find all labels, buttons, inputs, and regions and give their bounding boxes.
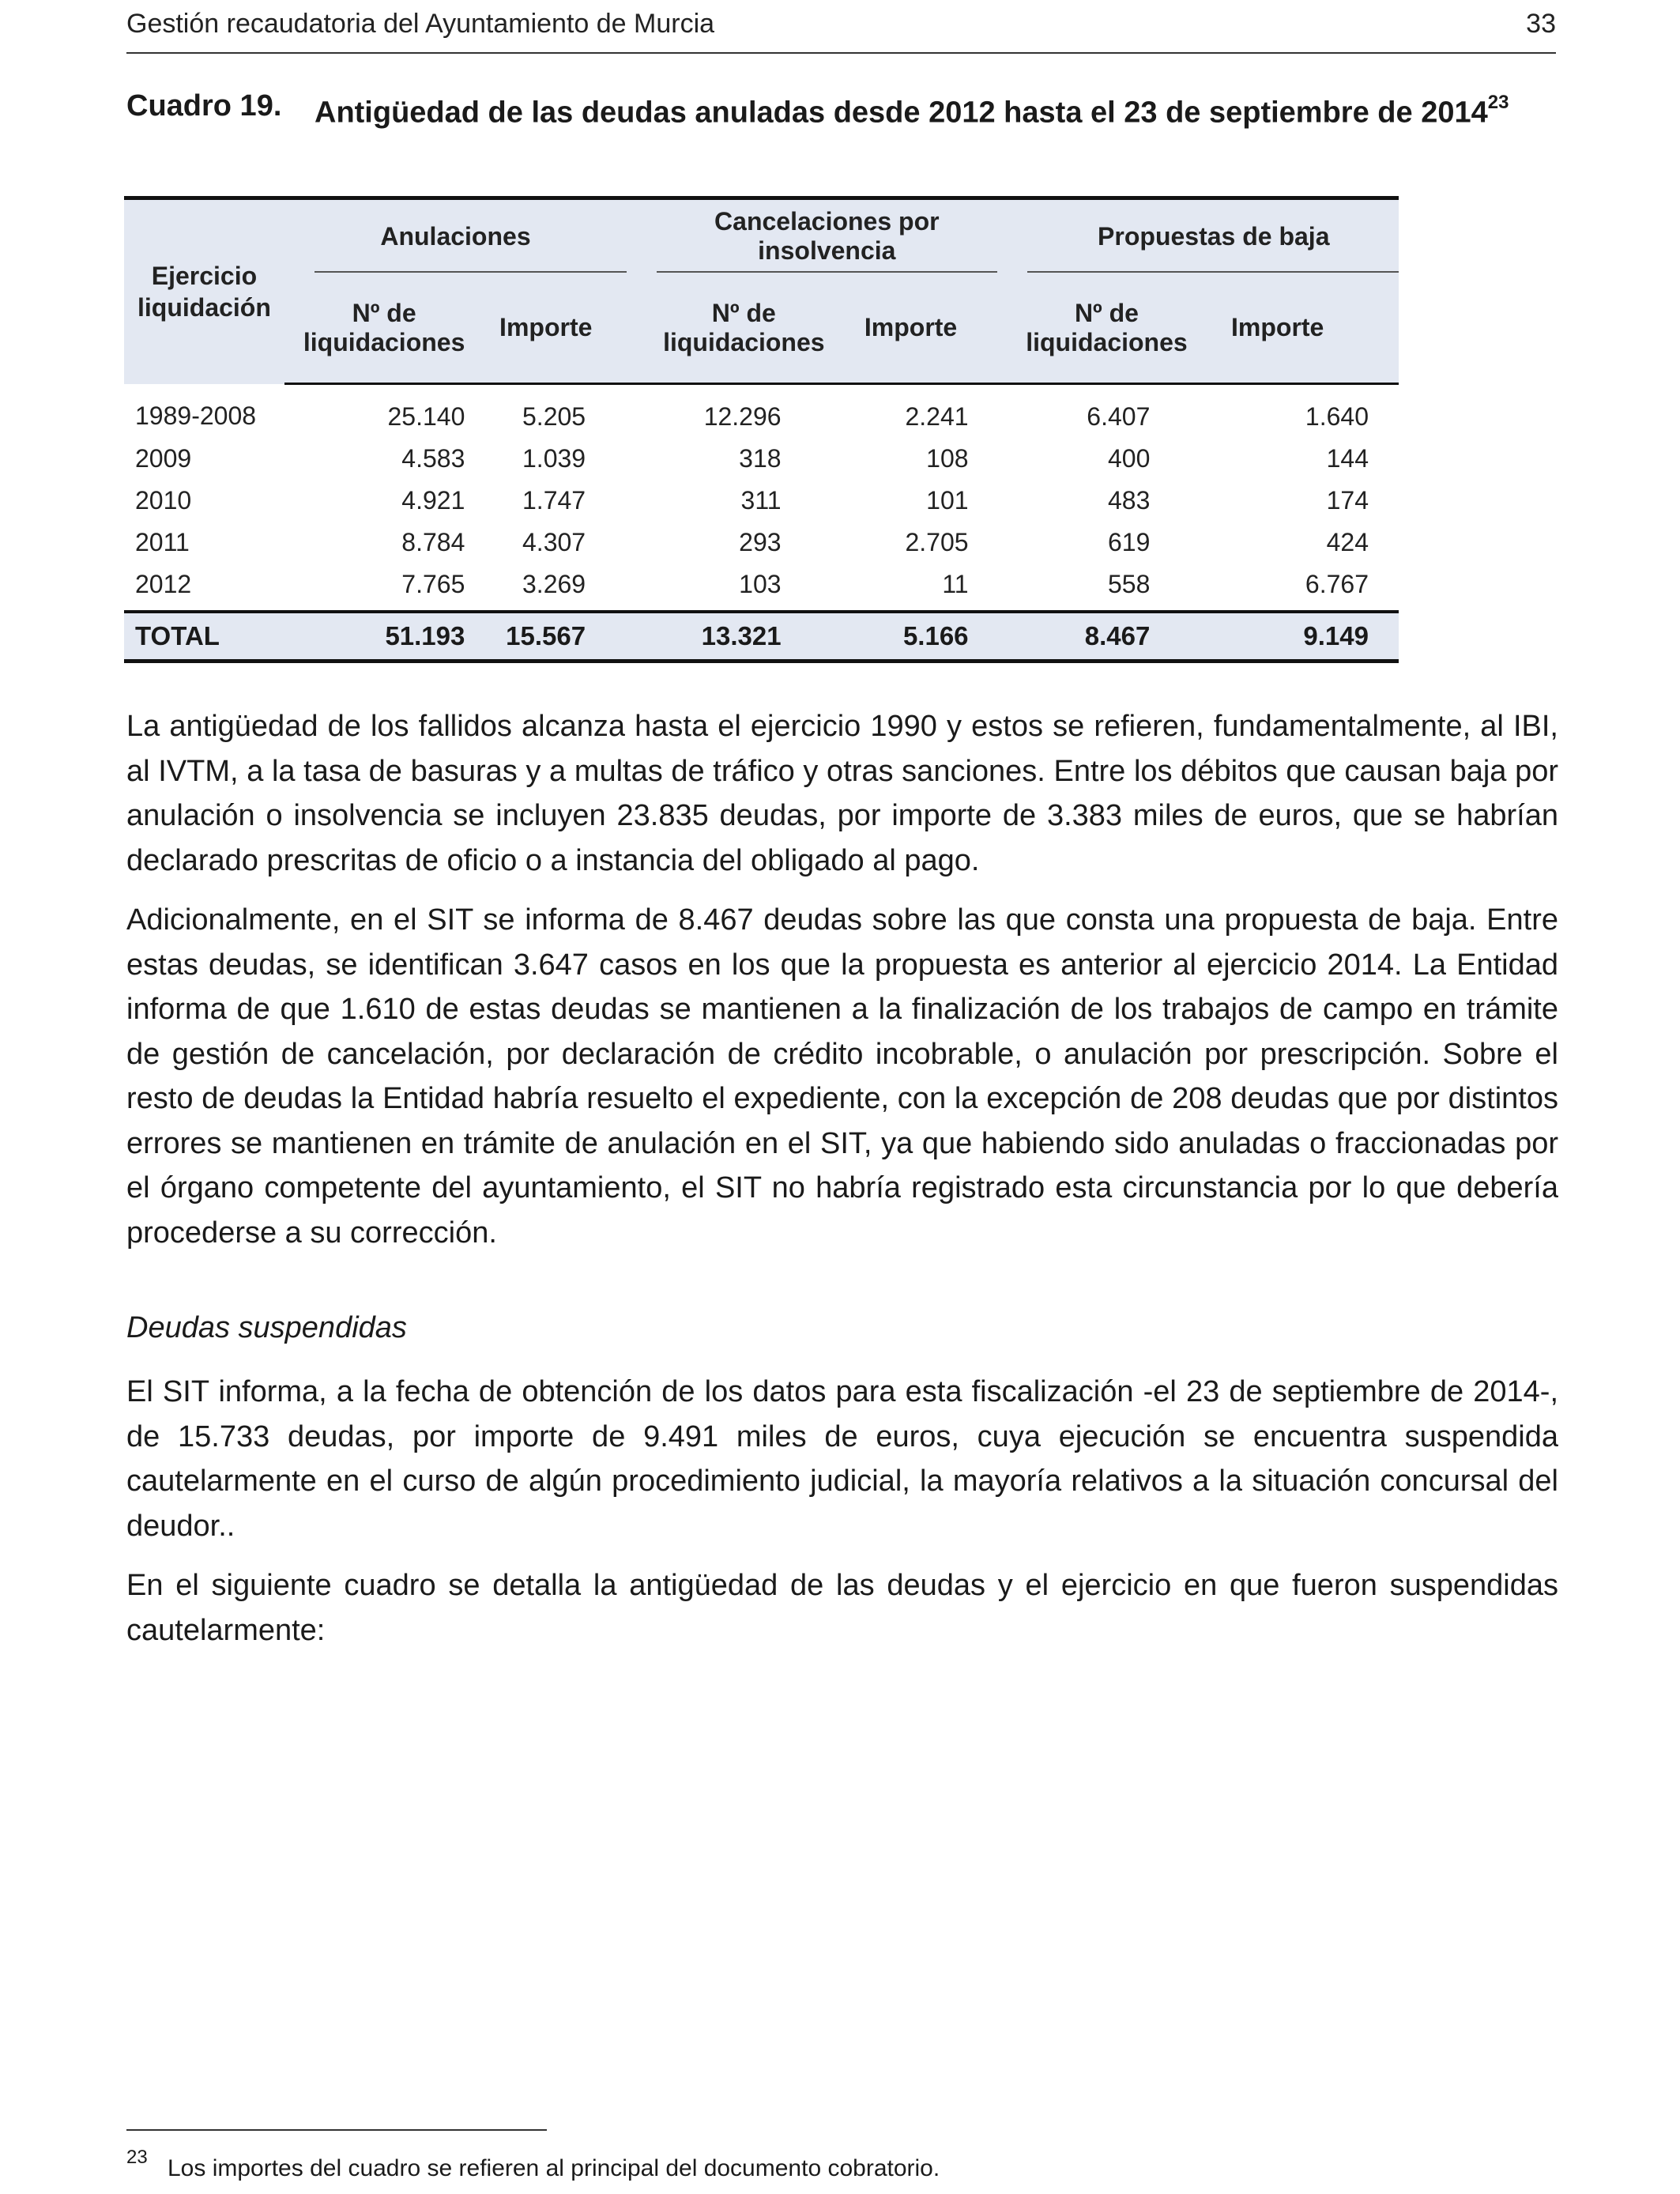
value-cell: 318 (739, 444, 782, 473)
total-cell: 15.567 (465, 612, 627, 662)
group-header-propuestas: Propuestas de baja (997, 198, 1399, 273)
group-header-anulaciones: Anulaciones (284, 198, 627, 273)
paragraph: El SIT informa, a la fecha de obtención de los datos para esta fiscalización -el 23 de septiembre de 2014-, de 15.733 deudas, por importe de 9.491 miles de euros, cuya ejecución se encuentra suspendida cautelarmente en el curso de algún procedimiento judicial, la mayoría relativos a la situación concursal del deudor.. (126, 1375, 1558, 1543)
total-label: TOTAL (124, 612, 284, 662)
caption-label: Cuadro 19. (126, 89, 282, 123)
value-cell: 12.296 (703, 402, 782, 431)
value-cell: 293 (739, 528, 782, 556)
value-cell: 144 (1326, 444, 1369, 473)
footnote-text: Los importes del cuadro se refieren al principal del documento cobratorio. (168, 2155, 940, 2181)
value-cell: 2.705 (905, 528, 969, 556)
value-cell: 7.765 (401, 570, 465, 598)
running-title: Gestión recaudatoria del Ayuntamiento de Murcia (126, 9, 715, 39)
debts-table (124, 196, 1399, 663)
value-cell: 4.307 (522, 528, 586, 556)
value-cell: 1.747 (522, 486, 586, 515)
footnote-divider (126, 2129, 547, 2131)
value-cell: 311 (740, 486, 782, 515)
year-cell: 2012 (135, 570, 192, 598)
total-cell: 5.166 (825, 612, 997, 662)
value-cell: 2.241 (905, 402, 969, 431)
year-cell: 2011 (135, 528, 190, 556)
value-cell: 8.784 (401, 528, 465, 556)
value-cell: 5.205 (522, 402, 586, 431)
value-cell: 558 (1107, 570, 1151, 598)
value-cell: 6.407 (1087, 402, 1151, 431)
total-cell: 8.467 (997, 612, 1188, 662)
value-cell: 483 (1107, 486, 1151, 515)
value-cell: 619 (1107, 528, 1151, 556)
section-subheading: Deudas suspendidas (126, 1311, 407, 1344)
value-cell: 103 (739, 570, 782, 598)
value-cell: 101 (926, 486, 969, 515)
subheader-num: Nº de liquidaciones (284, 273, 465, 384)
table-row (124, 438, 1399, 480)
year-cell: 2009 (135, 444, 192, 473)
value-cell: 3.269 (522, 570, 586, 598)
value-cell: 1.640 (1305, 402, 1369, 431)
table-row (124, 522, 1399, 564)
subheader-importe: Importe (1188, 273, 1399, 384)
row-header: Ejercicio liquidación (124, 198, 284, 384)
table-row (124, 384, 1399, 439)
value-cell: 1.039 (522, 444, 586, 473)
page-header (126, 8, 1556, 54)
caption-title: Antigüedad de las deudas anuladas desde 2012 hasta el 23 de septiembre de 2014$^{23}$ (315, 92, 1509, 130)
value-cell: 6.767 (1305, 570, 1369, 598)
value-cell: 400 (1107, 444, 1151, 473)
subheader-num: Nº de liquidaciones (627, 273, 824, 384)
table-row (124, 564, 1399, 612)
total-cell: 51.193 (284, 612, 465, 662)
value-cell: 108 (926, 444, 969, 473)
year-cell: 2010 (135, 486, 192, 515)
paragraph: La antigüedad de los fallidos alcanza hasta el ejercicio 1990 y estos se refieren, fundamentalmente, al IBI, al IVTM, a la tasa de basuras y a multas de tráfico y otras sanciones. Entre los débitos que causan baja por anulación o insolvencia se incluyen 23.835 deudas, por importe de 3.383 miles de euros, que se habrían declarado prescritas de oficio o a instancia del obligado al pago. (126, 710, 1558, 877)
footnote-number: 23 (126, 2147, 148, 2168)
total-cell: 9.149 (1188, 612, 1399, 662)
value-cell: 11 (942, 570, 969, 598)
total-cell: 13.321 (627, 612, 824, 662)
subheader-importe: Importe (465, 273, 627, 384)
year-cell: 1989-2008 (135, 401, 257, 431)
subheader-num: Nº de liquidaciones (997, 273, 1188, 384)
value-cell: 174 (1326, 486, 1369, 515)
value-cell: 4.921 (401, 486, 465, 515)
paragraph: En el siguiente cuadro se detalla la antigüedad de las deudas y el ejercicio en que fueron suspendidas cautelarmente: (126, 1569, 1558, 1647)
footnote-reference: 23 (1487, 92, 1509, 113)
table-row (124, 480, 1399, 522)
group-header-cancelaciones: Cancelaciones por insolvencia (627, 198, 996, 273)
value-cell: 424 (1326, 528, 1369, 556)
subheader-importe: Importe (825, 273, 997, 384)
total-row (124, 612, 1399, 662)
page-number: 33 (1526, 9, 1556, 39)
value-cell: 4.583 (401, 444, 465, 473)
value-cell: 25.140 (387, 402, 465, 431)
paragraph: Adicionalmente, en el SIT se informa de 8.467 deudas sobre las que consta una propuesta de baja. Entre estas deudas, se identifican 3.647 casos en los que la propuesta es anterior al ejercicio 2014. La Entidad informa de que 1.610 de estas deudas se mantienen a la finalización de los trabajos de campo en trámite de gestión de cancelación, por declaración de crédito incobrable, o anulación por prescripción. Sobre el resto de deudas la Entidad habría resuelto el expediente, con la excepción de 208 deudas que por distintos errores se mantienen en trámite de anulación en el SIT, ya que habiendo sido anuladas o fraccionadas por el órgano competente del ayuntamiento, el SIT no habría registrado esta circunstancia por lo que debería procederse a su corrección. (126, 903, 1558, 1250)
